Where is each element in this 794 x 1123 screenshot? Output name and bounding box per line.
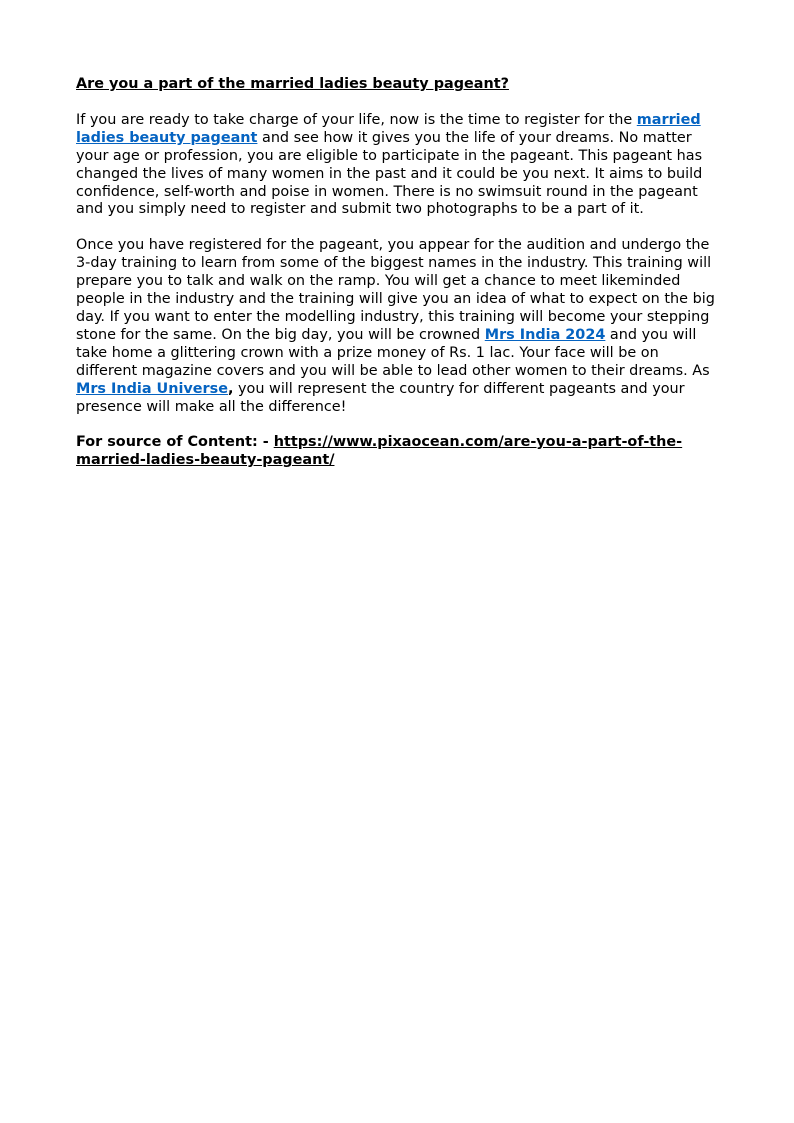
source-label: For source of Content: -: [76, 434, 274, 451]
paragraph-intro: [76, 112, 718, 219]
source-line: [76, 434, 718, 470]
paragraph-training-text-start: Once you have registered for the pageant, you appear for the audition and undergo the 3-day training to learn from some of the biggest names in the industry. This training will prepare you to talk and walk on the ramp. You will get a chance to meet likeminded people in the industry and the training will give you an idea of what to expect on the big day. If you want to enter the modelling industry, this training will become your stepping stone for the same. On the big day, you will be crowned: [76, 237, 715, 343]
paragraph-training-comma: ,: [227, 380, 234, 397]
married-ladies-beauty-pageant-link[interactable]: married ladies beauty pageant: [76, 111, 701, 146]
document-title: Are you a part of the married ladies beauty pageant?: [76, 76, 509, 92]
paragraph-intro-text-start: If you are ready to take charge of your life, now is the time to register for the: [76, 111, 637, 128]
paragraph-training-text-end: you will represent the country for different pageants and your presence will make all the difference!: [76, 380, 685, 415]
mrs-india-universe-link[interactable]: Mrs India Universe: [76, 380, 228, 397]
source-url-link[interactable]: https://www.pixaocean.com/are-you-a-part-of-the-married-ladies-beauty-pageant/: [76, 434, 683, 469]
paragraph-intro-text-end: and see how it gives you the life of your dreams. No matter your age or profession, you are eligible to participate in the pageant. This pageant has changed the lives of many women in the past and it could be you next. It aims to build confidence, self-worth and poise in women. There is no swimsuit round in the pageant and you simply need to register and submit two photographs to be a part of it.: [76, 129, 703, 218]
mrs-india-2024-link[interactable]: Mrs India 2024: [484, 326, 606, 343]
document-page: [76, 76, 718, 488]
paragraph-training-text-middle: and you will take home a glittering crown with a prize money of Rs. 1 lac. Your face will be on different magazine covers and you will be able to lead other women to their dreams. As: [76, 326, 710, 379]
paragraph-training: [76, 237, 718, 416]
